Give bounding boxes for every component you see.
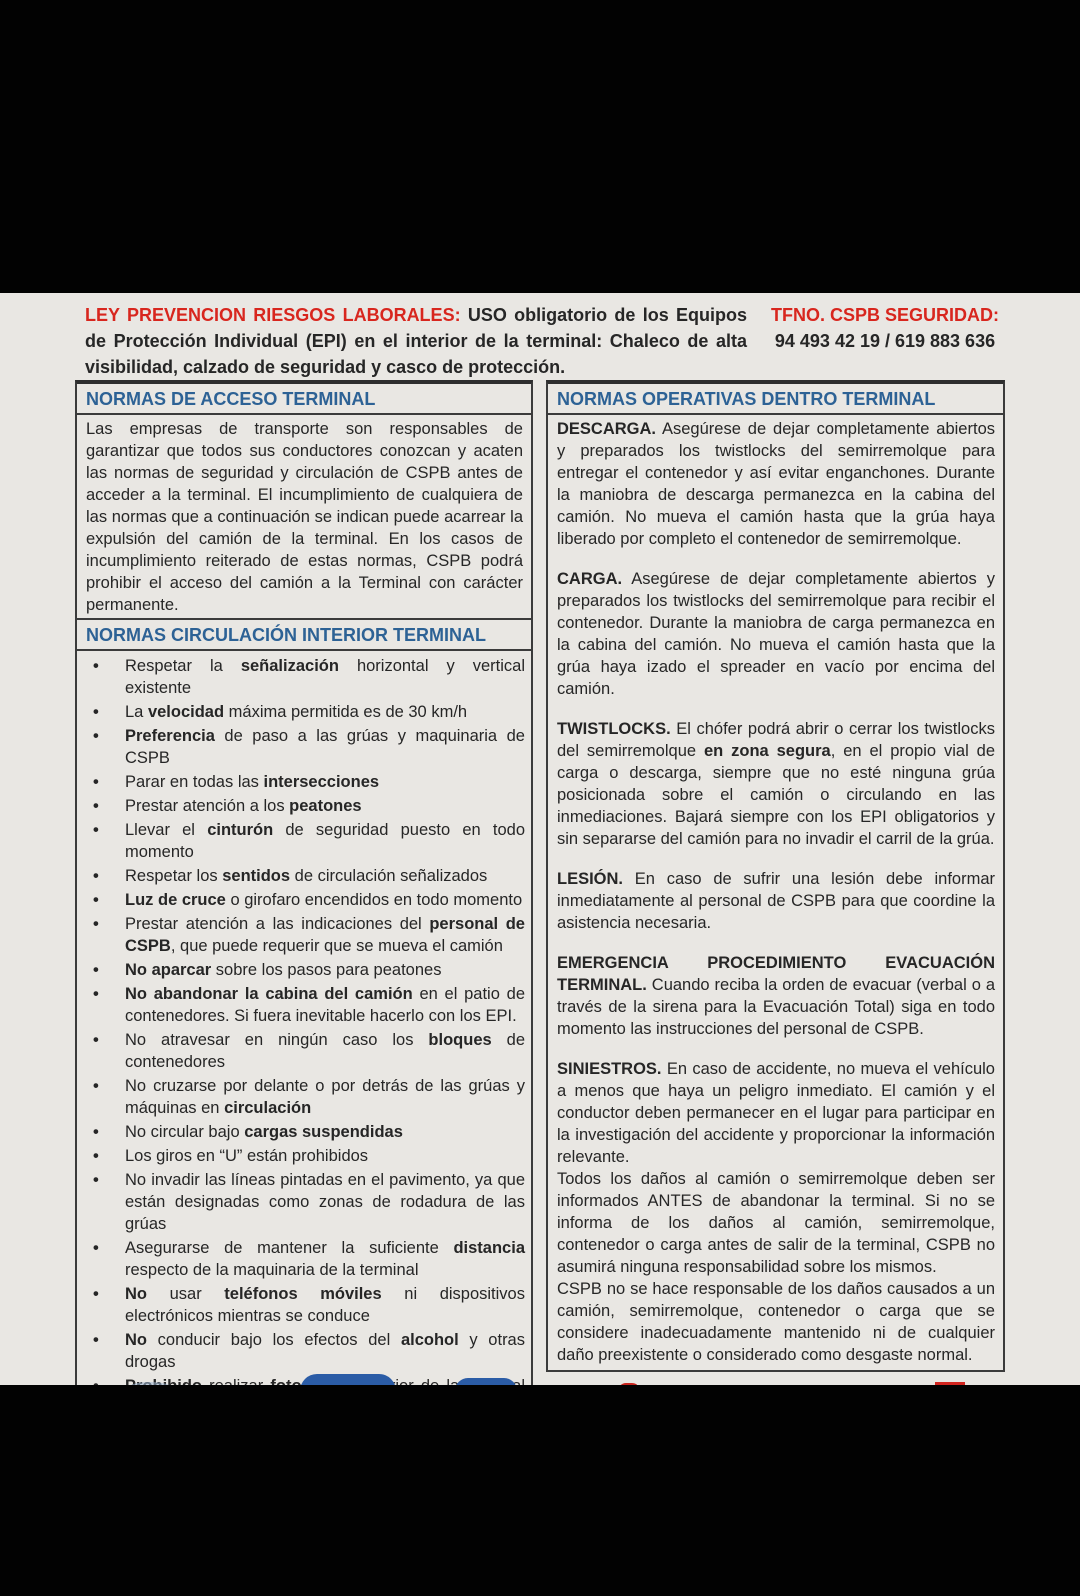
access-terminal-header: NORMAS DE ACCESO TERMINAL: [77, 384, 531, 415]
rule-item: • Asegurarse de mantener la suficiente distancia respecto de la maquinaria de la terminal: [77, 1237, 525, 1281]
operative-paragraph: Todos los daños al camión o semirremolque deben ser informados ANTES de abandonar la terminal. Si no se informa de los daños al camión, semirremolque, contenedor o carga antes de salir de la terminal, CSPB no asumirá ninguna responsabilidad sobre los mismos.: [557, 1170, 995, 1276]
operative-paragraph: TWISTLOCKS. El chófer podrá abrir o cerrar los twistlocks del semirremolque en zona segura, en el propio vial de carga o descarga, siempre que no esté ninguna grúa posicionada sobre el camión o circulando en las inmediaciones. Bajará siempre con los EPI obligatorios y sin separarse del camión para no invadir el carril de la grúa.: [557, 720, 995, 848]
rule-item: • No aparcar sobre los pasos para peatones: [77, 959, 525, 981]
bottom-black-bar: [0, 1385, 1080, 1596]
operative-paragraphs: [548, 415, 1003, 1370]
safety-notice: [85, 302, 1003, 380]
access-terminal-intro: Las empresas de transporte son responsables de garantizar que todos sus conductores conozcan y acaten las normas de seguridad y circulación de CSPB antes de acceder a la terminal. El incumplimiento de cualquiera de las normas que a continuación se indican puede acarrear la expulsión del camión de la terminal. En los casos de incumplimiento reiterado de estas normas, CSPB podrá prohibir el acceso del camión a la Terminal con carácter permanente.: [86, 420, 523, 614]
rule-item: • Los giros en “U” están prohibidos: [77, 1145, 525, 1167]
operative-paragraph: LESIÓN. En caso de sufrir una lesión debe informar inmediatamente al personal de CSPB para que coordine la asistencia necesaria.: [557, 870, 995, 932]
rule-item: • Respetar la señalización horizontal y vertical existente: [77, 655, 525, 699]
rules-table: [75, 380, 1005, 1521]
phone-label: TFNO. CSPB SEGURIDAD:: [770, 305, 999, 325]
operative-paragraph: CARGA. Asegúrese de dejar completamente abiertos y preparados los twistlocks del semirremolque para recibir el contenedor. Durante la maniobra de carga permanezca en la cabina del camión. No mueva el camión hasta que la grúa haya izado el spreader en vacío por encima del camión.: [557, 570, 995, 698]
rule-item: • Prestar atención a las indicaciones del personal de CSPB, que puede requerir que se mueva el camión: [77, 913, 525, 957]
document-sheet: [0, 293, 1080, 1385]
rule-item: • No conducir bajo los efectos del alcohol y otras drogas: [77, 1329, 525, 1373]
operative-rules-column: [546, 380, 1005, 1372]
rule-item: • Prestar atención a los peatones: [77, 795, 525, 817]
rule-item: • Preferencia de paso a las grúas y maquinaria de CSPB: [77, 725, 525, 769]
operative-paragraph: CSPB no se hace responsable de los daños causados a un camión, semirremolque, contenedor o carga que se considere inadecuadamente mantenido ni de cualquier daño preexistente o considerado como desgaste normal.: [557, 1280, 995, 1364]
security-phone-block: [767, 302, 1003, 380]
rule-item: • No circular bajo cargas suspendidas: [77, 1121, 525, 1143]
rule-item: • No invadir las líneas pintadas en el pavimento, ya que están designadas como zonas de rodadura de las grúas: [77, 1169, 525, 1235]
phone-number: 94 493 42 19 / 619 883 636: [774, 331, 996, 351]
rule-item: • Parar en todas las intersecciones: [77, 771, 525, 793]
rule-item: • No atravesar en ningún caso los bloques de contenedores: [77, 1029, 525, 1073]
rule-item: • No usar teléfonos móviles ni dispositivos electrónicos mientras se conduce: [77, 1283, 525, 1327]
rule-item: • No cruzarse por delante o por detrás de las grúas y máquinas en circulación: [77, 1075, 525, 1119]
rule-item: • Respetar los sentidos de circulación señalizados: [77, 865, 525, 887]
operative-paragraph: SINIESTROS. En caso de accidente, no mueva el vehículo a menos que haya un peligro inmediato. El camión y el conductor deben permanecer en el lugar para participar en la investigación del accidente y proporcionar la información relevante.: [557, 1060, 995, 1166]
circulation-header: NORMAS CIRCULACIÓN INTERIOR TERMINAL: [77, 618, 531, 651]
top-black-bar: [0, 0, 1080, 293]
rule-item: • Luz de cruce o girofaro encendidos en todo momento: [77, 889, 525, 911]
rule-item: • No abandonar la cabina del camión en el patio de contenedores. Si fuera inevitable hacerlo con los EPI.: [77, 983, 525, 1027]
prevention-law-notice-text: LEY PREVENCION RIESGOS LABORALES: USO obligatorio de los Equipos de Protección Individual (EPI) en el interior de la terminal: Chaleco de alta visibilidad, calzado de seguridad y casco de protección.: [85, 305, 747, 377]
operative-terminal-header: NORMAS OPERATIVAS DENTRO TERMINAL: [548, 384, 1003, 415]
rule-item: • Llevar el cinturón de seguridad puesto en todo momento: [77, 819, 525, 863]
rule-item: • La velocidad máxima permitida es de 30 km/h: [77, 701, 525, 723]
operative-paragraph: EMERGENCIA PROCEDIMIENTO EVACUACIÓN TERMINAL. Cuando reciba la orden de evacuar (verbal o a través de la sirena para la Evacuación Total) siga en todo momento las instrucciones del personal de CSPB.: [557, 954, 995, 1038]
access-rules-column: [75, 380, 533, 1521]
operative-paragraph: DESCARGA. Asegúrese de dejar completamente abiertos y preparados los twistlocks del semirremolque para entregar el contenedor y así evitar enganchones. Durante la maniobra de descarga permanezca en la cabina del camión. No mueva el camión hasta que la grúa haya liberado por completo el contenedor de semirremolque.: [557, 420, 995, 548]
